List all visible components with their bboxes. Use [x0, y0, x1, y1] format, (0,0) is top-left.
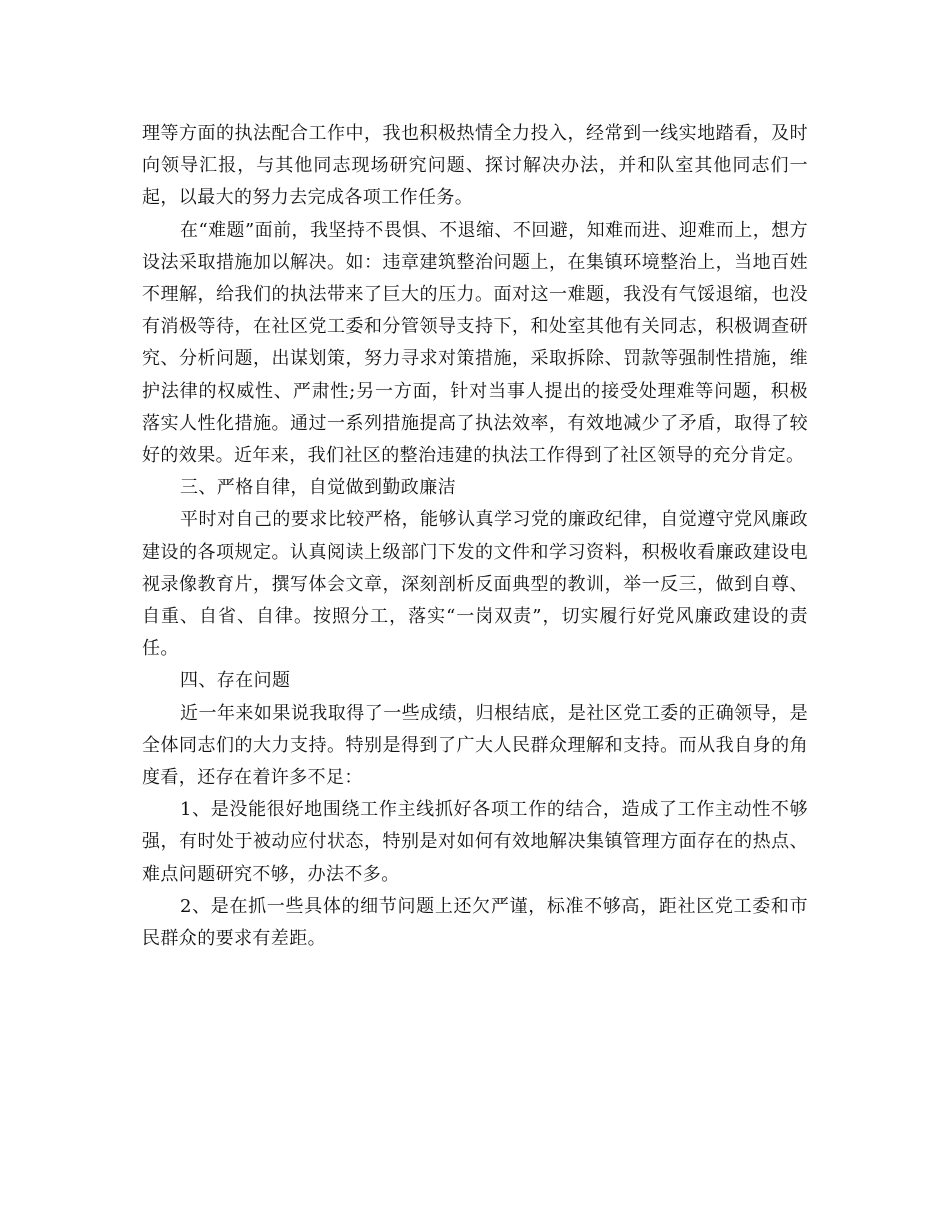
- paragraph-difficulties: 在“难题”面前，我坚持不畏惧、不退缩、不回避，知难而进、迎难而上，想方设法采取措施加以解决。如：违章建筑整治问题上，在集镇环境整治上，当地百姓不理解，给我们的执法带来了巨大的压力。面对这一难题，我没有气馁退缩，也没有消极等待，在社区党工委和分管领导支持下，和处室其他有关同志，积极调查研究、分析问题，出谋划策，努力寻求对策措施，采取拆除、罚款等强制性措施，维护法律的权威性、严肃性;另一方面，针对当事人提出的接受处理难等问题，积极落实人性化措施。通过一系列措施提高了执法效率，有效地减少了矛盾，取得了较好的效果。近年来，我们社区的整治违建的执法工作得到了社区领导的充分肯定。: [142, 219, 808, 467]
- paragraph-problem-2: 2、是在抓一些具体的细节问题上还欠严谨，标准不够高，距社区党工委和市民群众的要求有差距。: [142, 895, 808, 950]
- section-heading-self-discipline: 三、严格自律，自觉做到勤政廉洁: [180, 477, 456, 499]
- section-heading-problems: 四、存在问题: [180, 670, 291, 692]
- paragraph-continuation: 理等方面的执法配合工作中，我也积极热情全力投入，经常到一线实地踏看，及时向领导汇报，与其他同志现场研究问题、探讨解决办法，并和队室其他同志们一起，以最大的努力去完成各项工作任务。: [142, 123, 808, 209]
- document-body: [142, 118, 808, 955]
- paragraph-problems-intro: 近一年来如果说我取得了一些成绩，归根结底，是社区党工委的正确领导，是全体同志们的大力支持。特别是得到了广大人民群众理解和支持。而从我自身的角度看，还存在着许多不足：: [142, 702, 808, 789]
- paragraph-problem-1: 1、是没能很好地围绕工作主线抓好各项工作的结合，造成了工作主动性不够强，有时处于被动应付状态，特别是对如何有效地解决集镇管理方面存在的热点、难点问题研究不够，办法不多。: [142, 799, 808, 885]
- paragraph-self-discipline: 平时对自己的要求比较严格，能够认真学习党的廉政纪律，自觉遵守党风廉政建设的各项规定。认真阅读上级部门下发的文件和学习资料，积极收看廉政建设电视录像教育片，撰写体会文章，深刻剖析反面典型的教训，举一反三，做到自尊、自重、自省、自律。按照分工，落实“一岗双责”，切实履行好党风廉政建设的责任。: [142, 509, 808, 660]
